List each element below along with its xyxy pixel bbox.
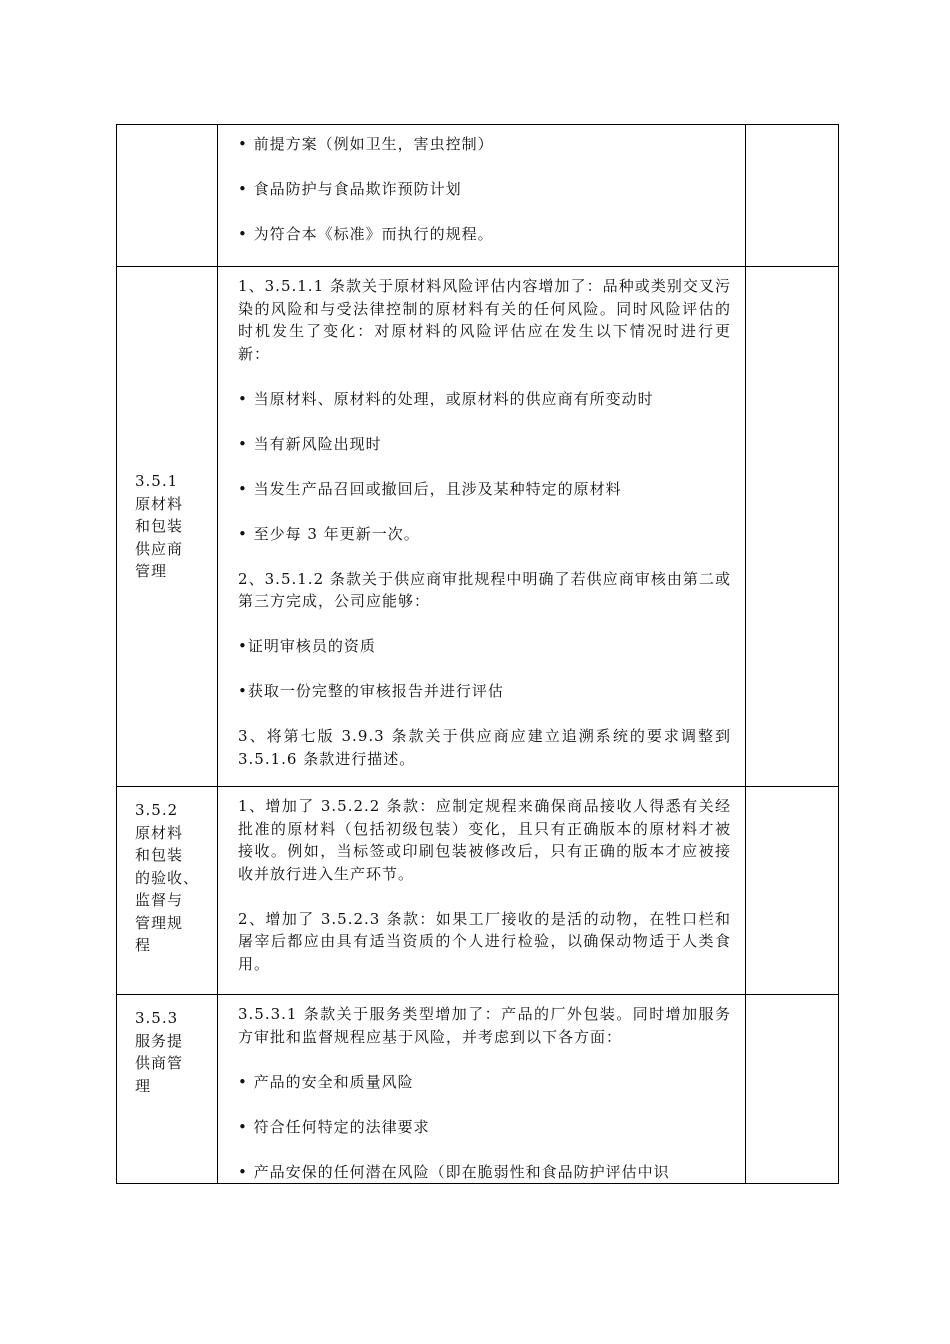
section-title-line: 和包装 xyxy=(135,517,184,536)
section-title-line: 服务提 xyxy=(135,1031,184,1050)
bullet-item: • 产品的安全和质量风险 xyxy=(238,1072,414,1091)
section-title-line: 供商管 xyxy=(135,1054,184,1072)
requirements-table xyxy=(116,124,839,1184)
remarks-cell xyxy=(746,125,839,267)
section-cell xyxy=(117,125,218,267)
bullet-item: • 至少每 3 年更新一次。 xyxy=(238,524,420,543)
section-number: 3.5.2 xyxy=(135,801,179,819)
table-row xyxy=(117,787,839,995)
bullet-item: • 当发生产品召回或撤回后，且涉及某种特定的原材料 xyxy=(238,479,622,498)
section-cell xyxy=(117,267,218,787)
content-cell xyxy=(218,995,746,1184)
section-title-line: 的验收、 xyxy=(135,868,200,887)
content-cell xyxy=(218,125,746,267)
section-title-line: 供应商 xyxy=(135,539,184,558)
section-number: 3.5.3 xyxy=(135,1009,179,1027)
bullet-item: •证明审核员的资质 xyxy=(238,637,376,655)
bullet-item: •获取一份完整的审核报告并进行评估 xyxy=(238,682,504,700)
bullet-item: • 符合任何特定的法律要求 xyxy=(238,1117,430,1136)
section-title-line: 管理 xyxy=(135,562,168,581)
bullet-item: • 食品防护与食品欺诈预防计划 xyxy=(238,180,462,198)
remarks-cell xyxy=(746,995,839,1184)
bullet-item: • 产品安保的任何潜在风险（即在脆弱性和食品防护评估中识 xyxy=(238,1162,670,1181)
section-title-line: 管理规 xyxy=(135,913,184,932)
paragraph: 3、将第七版 3.9.3 条款关于供应商应建立追溯系统的要求调整到 3.5.1.6 条款进行描述。 xyxy=(238,727,731,768)
bullet-item: • 前提方案（例如卫生，害虫控制） xyxy=(238,135,494,153)
section-number: 3.5.1 xyxy=(135,472,179,491)
content-cell xyxy=(218,787,746,995)
section-title-line: 和包装 xyxy=(135,846,184,864)
paragraph: 2、增加了 3.5.2.3 条款：如果工厂接收的是活的动物，在牲口栏和屠宰后都应由具有适当资质的个人进行检验，以确保动物适于人类食用。 xyxy=(238,909,731,973)
paragraph: 2、3.5.1.2 条款关于供应商审批规程中明确了若供应商审核由第二或第三方完成，公司应能够： xyxy=(238,569,731,610)
section-title-line: 监督与 xyxy=(135,891,184,909)
table-row xyxy=(117,995,839,1184)
section-title-line: 原材料 xyxy=(135,494,184,513)
section-title-line: 程 xyxy=(135,936,152,954)
table-row xyxy=(117,125,839,267)
bullet-item: • 当有新风险出现时 xyxy=(238,434,382,453)
paragraph: 1、3.5.1.1 条款关于原材料风险评估内容增加了：品种或类别交叉污染的风险和与受法律控制的原材料有关的任何风险。同时风险评估的时机发生了变化：对原材料的风险评估应在发生以下情况时进行更新： xyxy=(238,277,731,363)
remarks-cell xyxy=(746,787,839,995)
remarks-cell xyxy=(746,267,839,787)
bullet-item: • 当原材料、原材料的处理，或原材料的供应商有所变动时 xyxy=(238,389,654,408)
section-cell xyxy=(117,995,218,1184)
section-cell xyxy=(117,787,218,995)
section-title-line: 原材料 xyxy=(135,823,184,842)
bullet-item: • 为符合本《标准》而执行的规程。 xyxy=(238,225,494,243)
paragraph: 1、增加了 3.5.2.2 条款：应制定规程来确保商品接收人得悉有关经批准的原材料（包括初级包装）变化，且只有正确版本的原材料才被接收。例如，当标签或印刷包装被修改后，只有正确的版本才应被接收并放行进入生产环节。 xyxy=(238,797,731,883)
paragraph: 3.5.3.1 条款关于服务类型增加了：产品的厂外包装。同时增加服务方审批和监督规程应基于风险，并考虑到以下各方面： xyxy=(238,1005,731,1046)
table-row xyxy=(117,267,839,787)
content-cell xyxy=(218,267,746,787)
section-title-line: 理 xyxy=(135,1076,152,1095)
